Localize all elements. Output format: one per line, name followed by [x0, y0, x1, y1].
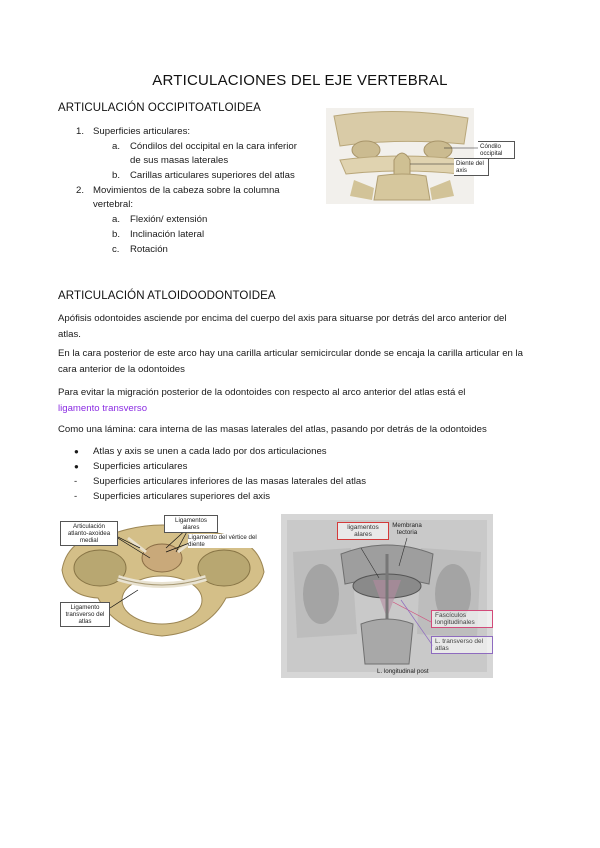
ligamento-transverso-link[interactable]: ligamento transverso	[58, 403, 148, 414]
list-text: Rotación	[130, 244, 168, 255]
list-number: 1.	[76, 126, 85, 137]
label-ligamento-transverso: Ligamento transverso del atlas	[60, 602, 110, 627]
label-ligamentos-alares-photo: ligamentos alares	[337, 522, 389, 540]
list-text: de sus masas laterales	[130, 155, 229, 166]
label-articulacion-atlanto-axoidea: Articulación atlanto-axoidea medial	[60, 521, 118, 546]
bullet-mark: ●	[74, 462, 79, 471]
list-number: a.	[112, 141, 121, 152]
section-heading-atloidoodontoidea: ARTICULACIÓN ATLOIDOODONTOIDEA	[58, 290, 276, 302]
list-number: b.	[112, 229, 121, 240]
list-text: Inclinación lateral	[130, 229, 205, 240]
label-fasciculos-longitudinales: Fascículos longitudinales	[431, 610, 493, 628]
bullet-text: Superficies articulares	[93, 461, 188, 472]
paragraph-migracion	[58, 385, 528, 417]
list-text: Superficies articulares:	[93, 126, 191, 137]
list-text: Movimientos de la cabeza sobre la columna	[93, 185, 280, 196]
label-condilo-occipital: Cóndilo occipital	[478, 141, 515, 159]
paragraph-cara-posterior: En la cara posterior de este arco hay una carilla articular semicircular donde se encaja la carilla articular en la cara anterior de la odontoides	[58, 348, 523, 375]
list-number: b.	[112, 170, 121, 181]
paragraph-apofisis: Apófisis odontoides asciende por encima del cuerpo del axis para situarse por detrás del arco anterior del atlas.	[58, 313, 507, 340]
section-heading-occipitoatloidea: ARTICULACIÓN OCCIPITOATLOIDEA	[58, 102, 261, 114]
list-text: Flexión/ extensión	[130, 214, 208, 225]
paragraph-lamina: Como una lámina: cara interna de las masas laterales del atlas, pasando por detrás de la odontoides	[58, 424, 487, 435]
figure-occipital-atlas	[326, 108, 518, 204]
label-transverso-atlas-photo: L. transverso del atlas	[431, 636, 493, 654]
bullet-text: Atlas y axis se unen a cada lado por dos articulaciones	[93, 446, 327, 457]
list-number: 2.	[76, 185, 85, 196]
label-ligamentos-alares: Ligamentos alares	[164, 515, 218, 533]
list-number: c.	[112, 244, 120, 255]
figure-posterior-ligaments	[281, 514, 493, 678]
label-longitudinal-post: L. longitudinal post	[377, 668, 429, 675]
label-ligamento-vertice: Ligamento del vértice del diente	[188, 534, 257, 548]
bullet-text: Superficies articulares inferiores de las masas laterales del atlas	[93, 476, 367, 487]
paragraph-migracion-text: Para evitar la migración posterior de la odontoides con respecto al arco anterior del atlas está el	[58, 387, 466, 398]
page-title: ARTICULACIONES DEL EJE VERTEBRAL	[152, 72, 448, 89]
bullet-mark: ●	[74, 447, 79, 456]
list-text: vertebral:	[93, 199, 133, 210]
list-number: a.	[112, 214, 121, 225]
label-membrana-tectoria: Membrana tectoria	[392, 522, 422, 536]
figure-atlas-ligaments	[58, 512, 266, 640]
list-text: Carillas articulares superiores del atlas	[130, 170, 295, 181]
bullet-text: Superficies articulares superiores del axis	[93, 491, 271, 502]
bullet-mark: -	[74, 476, 78, 487]
bullet-mark: -	[74, 491, 78, 502]
label-diente-axis: Diente del axis	[454, 158, 489, 176]
list-text: Cóndilos del occipital en la cara inferior	[130, 141, 297, 152]
